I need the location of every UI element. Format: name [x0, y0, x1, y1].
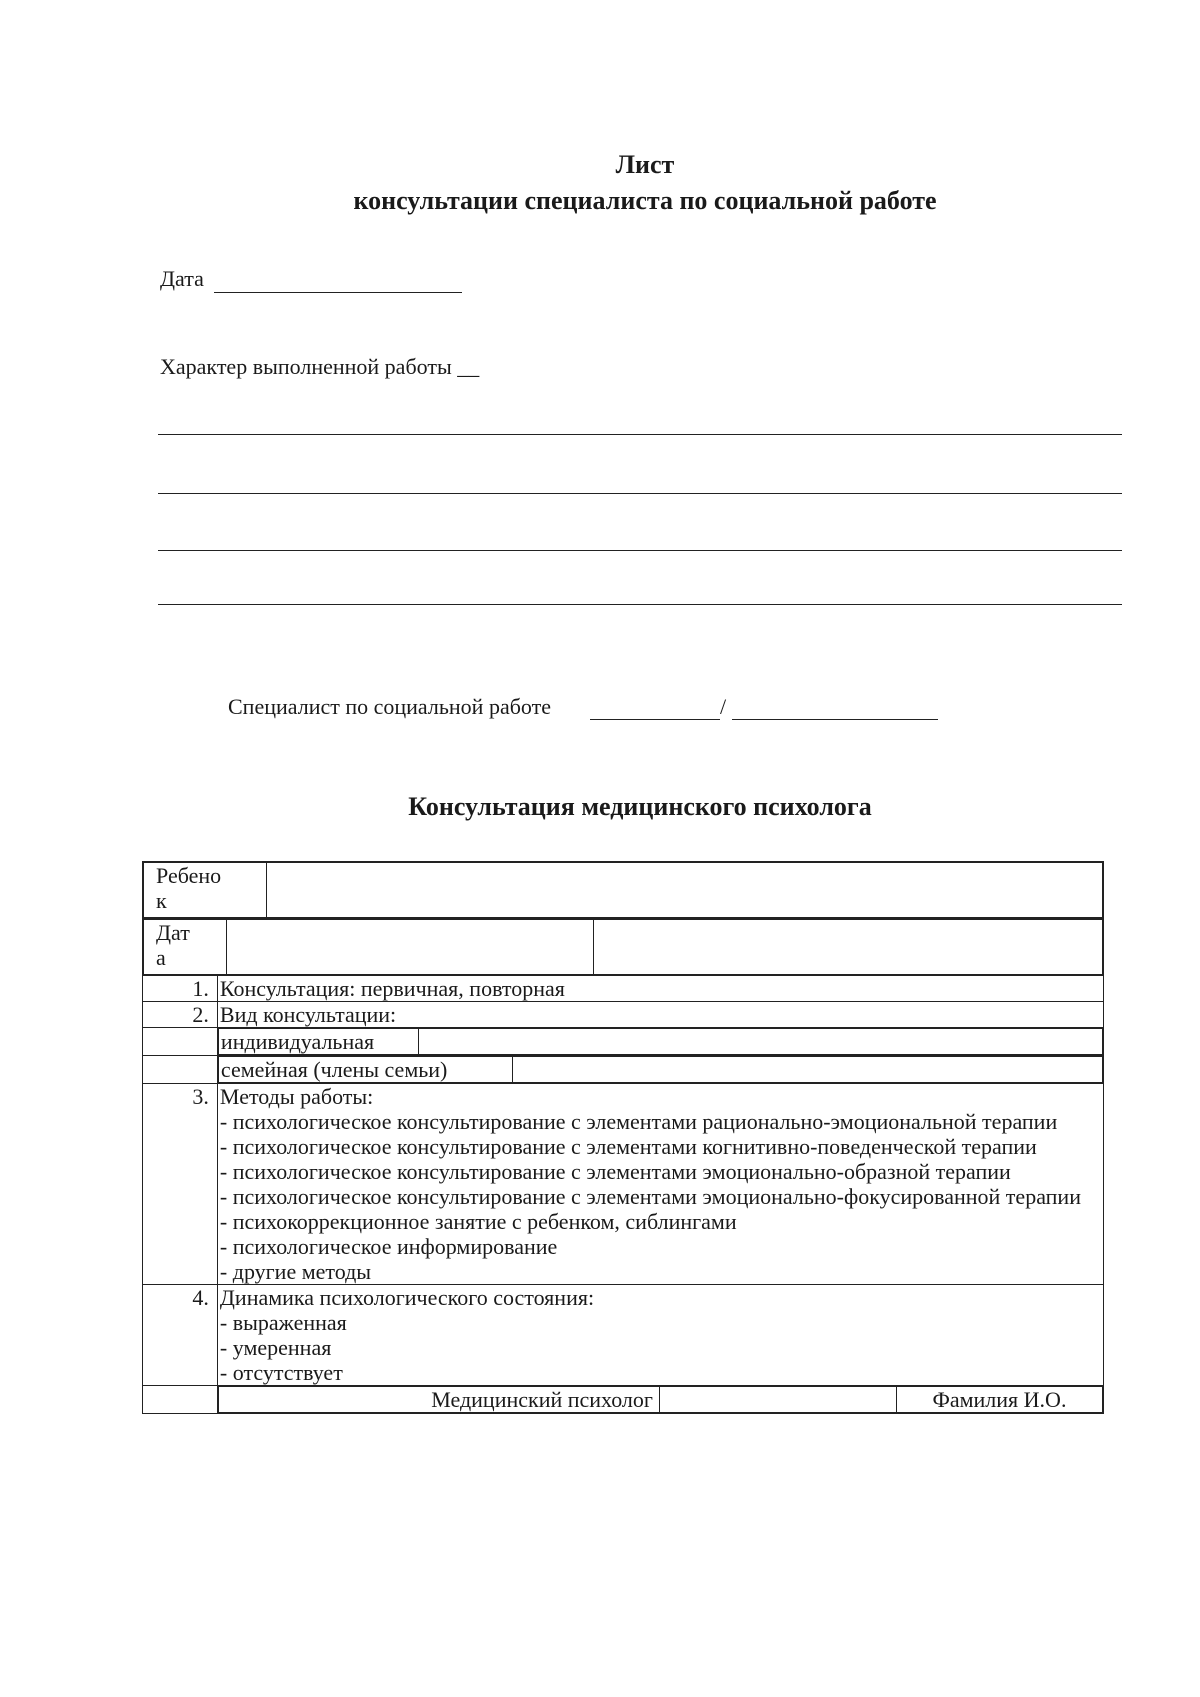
- psychologist-role: Медицинский психолог: [218, 1387, 659, 1413]
- work-line-1[interactable]: [158, 434, 1122, 435]
- dynamics-item[interactable]: - выраженная: [219, 1310, 347, 1335]
- work-line-2[interactable]: [158, 493, 1122, 494]
- method-item[interactable]: - психокоррекционное занятие с ребенком, сиблингами: [219, 1209, 737, 1234]
- signature-row: [143, 1386, 1104, 1414]
- date-label: Дата: [160, 266, 204, 291]
- method-item[interactable]: - другие методы: [219, 1259, 372, 1284]
- date-field[interactable]: [214, 292, 462, 293]
- work-line-3[interactable]: [158, 550, 1122, 551]
- specialist-name-field[interactable]: [732, 719, 938, 720]
- work-methods-title: Методы работы:: [219, 1084, 374, 1109]
- psych-dynamics: [217, 1285, 1103, 1386]
- method-item[interactable]: - психологическое консультирование с элементами когнитивно-поведенческой терапии: [219, 1134, 1037, 1159]
- option-individual-field[interactable]: [418, 1029, 1102, 1055]
- option-family[interactable]: семейная (члены семьи): [218, 1057, 512, 1083]
- psychologist-section-title: Консультация медицинского психолога: [408, 792, 872, 821]
- table-row: [143, 1002, 1104, 1028]
- psychologist-name: Фамилия И.О.: [896, 1387, 1102, 1413]
- signature-separator: /: [720, 694, 727, 719]
- table-row: [143, 1285, 1104, 1386]
- dynamics-item[interactable]: - отсутствует: [219, 1360, 343, 1385]
- child-row: [143, 862, 1104, 919]
- psychologist-table: [142, 861, 1104, 1414]
- work-label: Характер выполненной работы __: [160, 354, 480, 379]
- psy-date-field[interactable]: [227, 920, 594, 975]
- table-row: [143, 1028, 1104, 1056]
- option-family-field[interactable]: [512, 1057, 1102, 1083]
- form-subtitle: консультации специалиста по социальной работе: [353, 186, 937, 215]
- psychologist-signature-field[interactable]: [659, 1387, 896, 1413]
- form-title: Лист: [615, 150, 675, 179]
- child-field[interactable]: [267, 863, 1103, 918]
- dynamics-item[interactable]: - умеренная: [219, 1335, 332, 1360]
- table-row: [143, 1084, 1104, 1285]
- work-methods: [217, 1084, 1103, 1285]
- work-line-4[interactable]: [158, 604, 1122, 605]
- method-item[interactable]: - психологическое информирование: [219, 1234, 558, 1259]
- child-label: Ребено к: [144, 863, 267, 918]
- consultation-type[interactable]: Консультация: первичная, повторная: [217, 976, 1103, 1002]
- work-blank[interactable]: __: [457, 354, 480, 379]
- table-row: [143, 1056, 1104, 1084]
- row-number: 2.: [143, 1002, 218, 1028]
- psy-date-label: Дат а: [144, 920, 227, 975]
- psy-date-extra-field[interactable]: [594, 920, 1103, 975]
- row-number: 3.: [143, 1084, 218, 1285]
- method-item[interactable]: - психологическое консультирование с элементами эмоционально-фокусированной терапии: [219, 1184, 1081, 1209]
- row-number: 1.: [143, 976, 218, 1002]
- date-row: [143, 919, 1104, 976]
- consultation-kind-label: Вид консультации:: [217, 1002, 1103, 1028]
- table-row: [143, 976, 1104, 1002]
- specialist-signature-field[interactable]: [590, 719, 720, 720]
- specialist-label: Специалист по социальной работе: [228, 694, 551, 719]
- method-item[interactable]: - психологическое консультирование с элементами рационально-эмоциональной терапии: [219, 1109, 1058, 1134]
- method-item[interactable]: - психологическое консультирование с элементами эмоционально-образной терапии: [219, 1159, 1011, 1184]
- row-number: 4.: [143, 1285, 218, 1386]
- option-individual[interactable]: индивидуальная: [218, 1029, 418, 1055]
- dynamics-title: Динамика психологического состояния:: [219, 1285, 595, 1310]
